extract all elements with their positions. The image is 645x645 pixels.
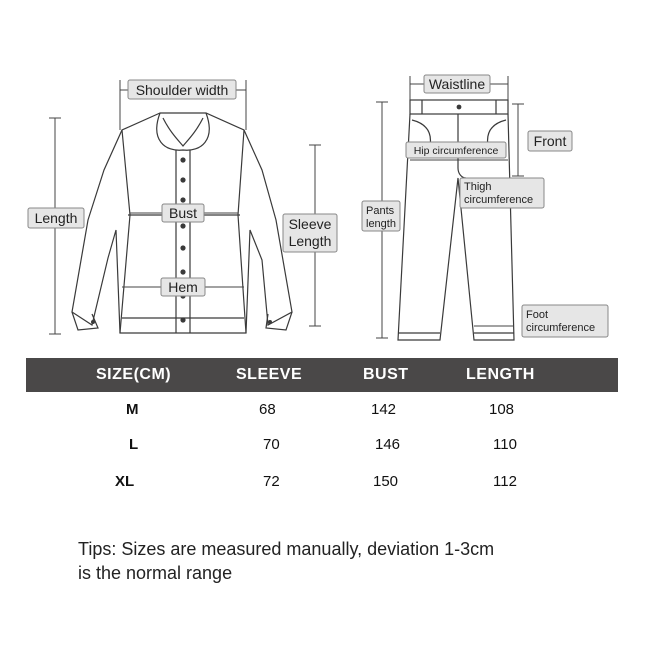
header-length: LENGTH bbox=[466, 366, 535, 383]
table-row bbox=[26, 465, 618, 499]
cell-bust: 150 bbox=[373, 473, 399, 490]
pants-length-label-line2: length bbox=[366, 218, 396, 230]
pants-length-label-line1: Pants bbox=[366, 205, 395, 217]
cell-size: XL bbox=[115, 473, 135, 490]
sleeve-label-line2: Length bbox=[288, 233, 332, 249]
cell-sleeve: 72 bbox=[263, 473, 280, 490]
header-bust: BUST bbox=[363, 366, 409, 383]
foot-label-line1: Foot bbox=[526, 309, 549, 321]
shoulder-width-label: Shoulder width bbox=[135, 82, 229, 98]
header-sleeve: SLEEVE bbox=[236, 366, 303, 383]
pants-illustration bbox=[398, 100, 514, 340]
length-label: Length bbox=[34, 210, 78, 226]
cell-size: L bbox=[129, 436, 139, 453]
hem-label: Hem bbox=[168, 279, 198, 295]
cell-sleeve: 68 bbox=[259, 401, 276, 418]
shirt-illustration bbox=[72, 113, 292, 333]
tips-line-2: is the normal range bbox=[78, 563, 233, 583]
table-row bbox=[26, 393, 618, 427]
table-row bbox=[26, 428, 618, 462]
bust-label: Bust bbox=[168, 205, 198, 221]
size-table-header bbox=[26, 358, 618, 392]
cell-length: 112 bbox=[493, 473, 517, 490]
waistline-label: Waistline bbox=[428, 76, 486, 92]
header-size: SIZE(CM) bbox=[96, 366, 172, 383]
front-label: Front bbox=[533, 133, 567, 149]
tips-note bbox=[78, 537, 618, 585]
thigh-label-line1: Thigh bbox=[464, 181, 492, 193]
thigh-label-line2: circumference bbox=[464, 194, 534, 206]
tips-line-1: Tips: Sizes are measured manually, deviation 1-3cm bbox=[78, 539, 495, 559]
cell-bust: 142 bbox=[371, 401, 397, 418]
cell-length: 108 bbox=[489, 401, 515, 418]
cell-size: M bbox=[126, 401, 139, 418]
foot-label-line2: circumference bbox=[526, 322, 596, 334]
sleeve-label-line1: Sleeve bbox=[288, 216, 332, 232]
pants-button bbox=[457, 105, 462, 110]
cell-bust: 146 bbox=[375, 436, 401, 453]
cell-length: 110 bbox=[493, 436, 517, 453]
hip-circumference-label: Hip circumference bbox=[413, 145, 499, 157]
cell-sleeve: 70 bbox=[263, 436, 280, 453]
